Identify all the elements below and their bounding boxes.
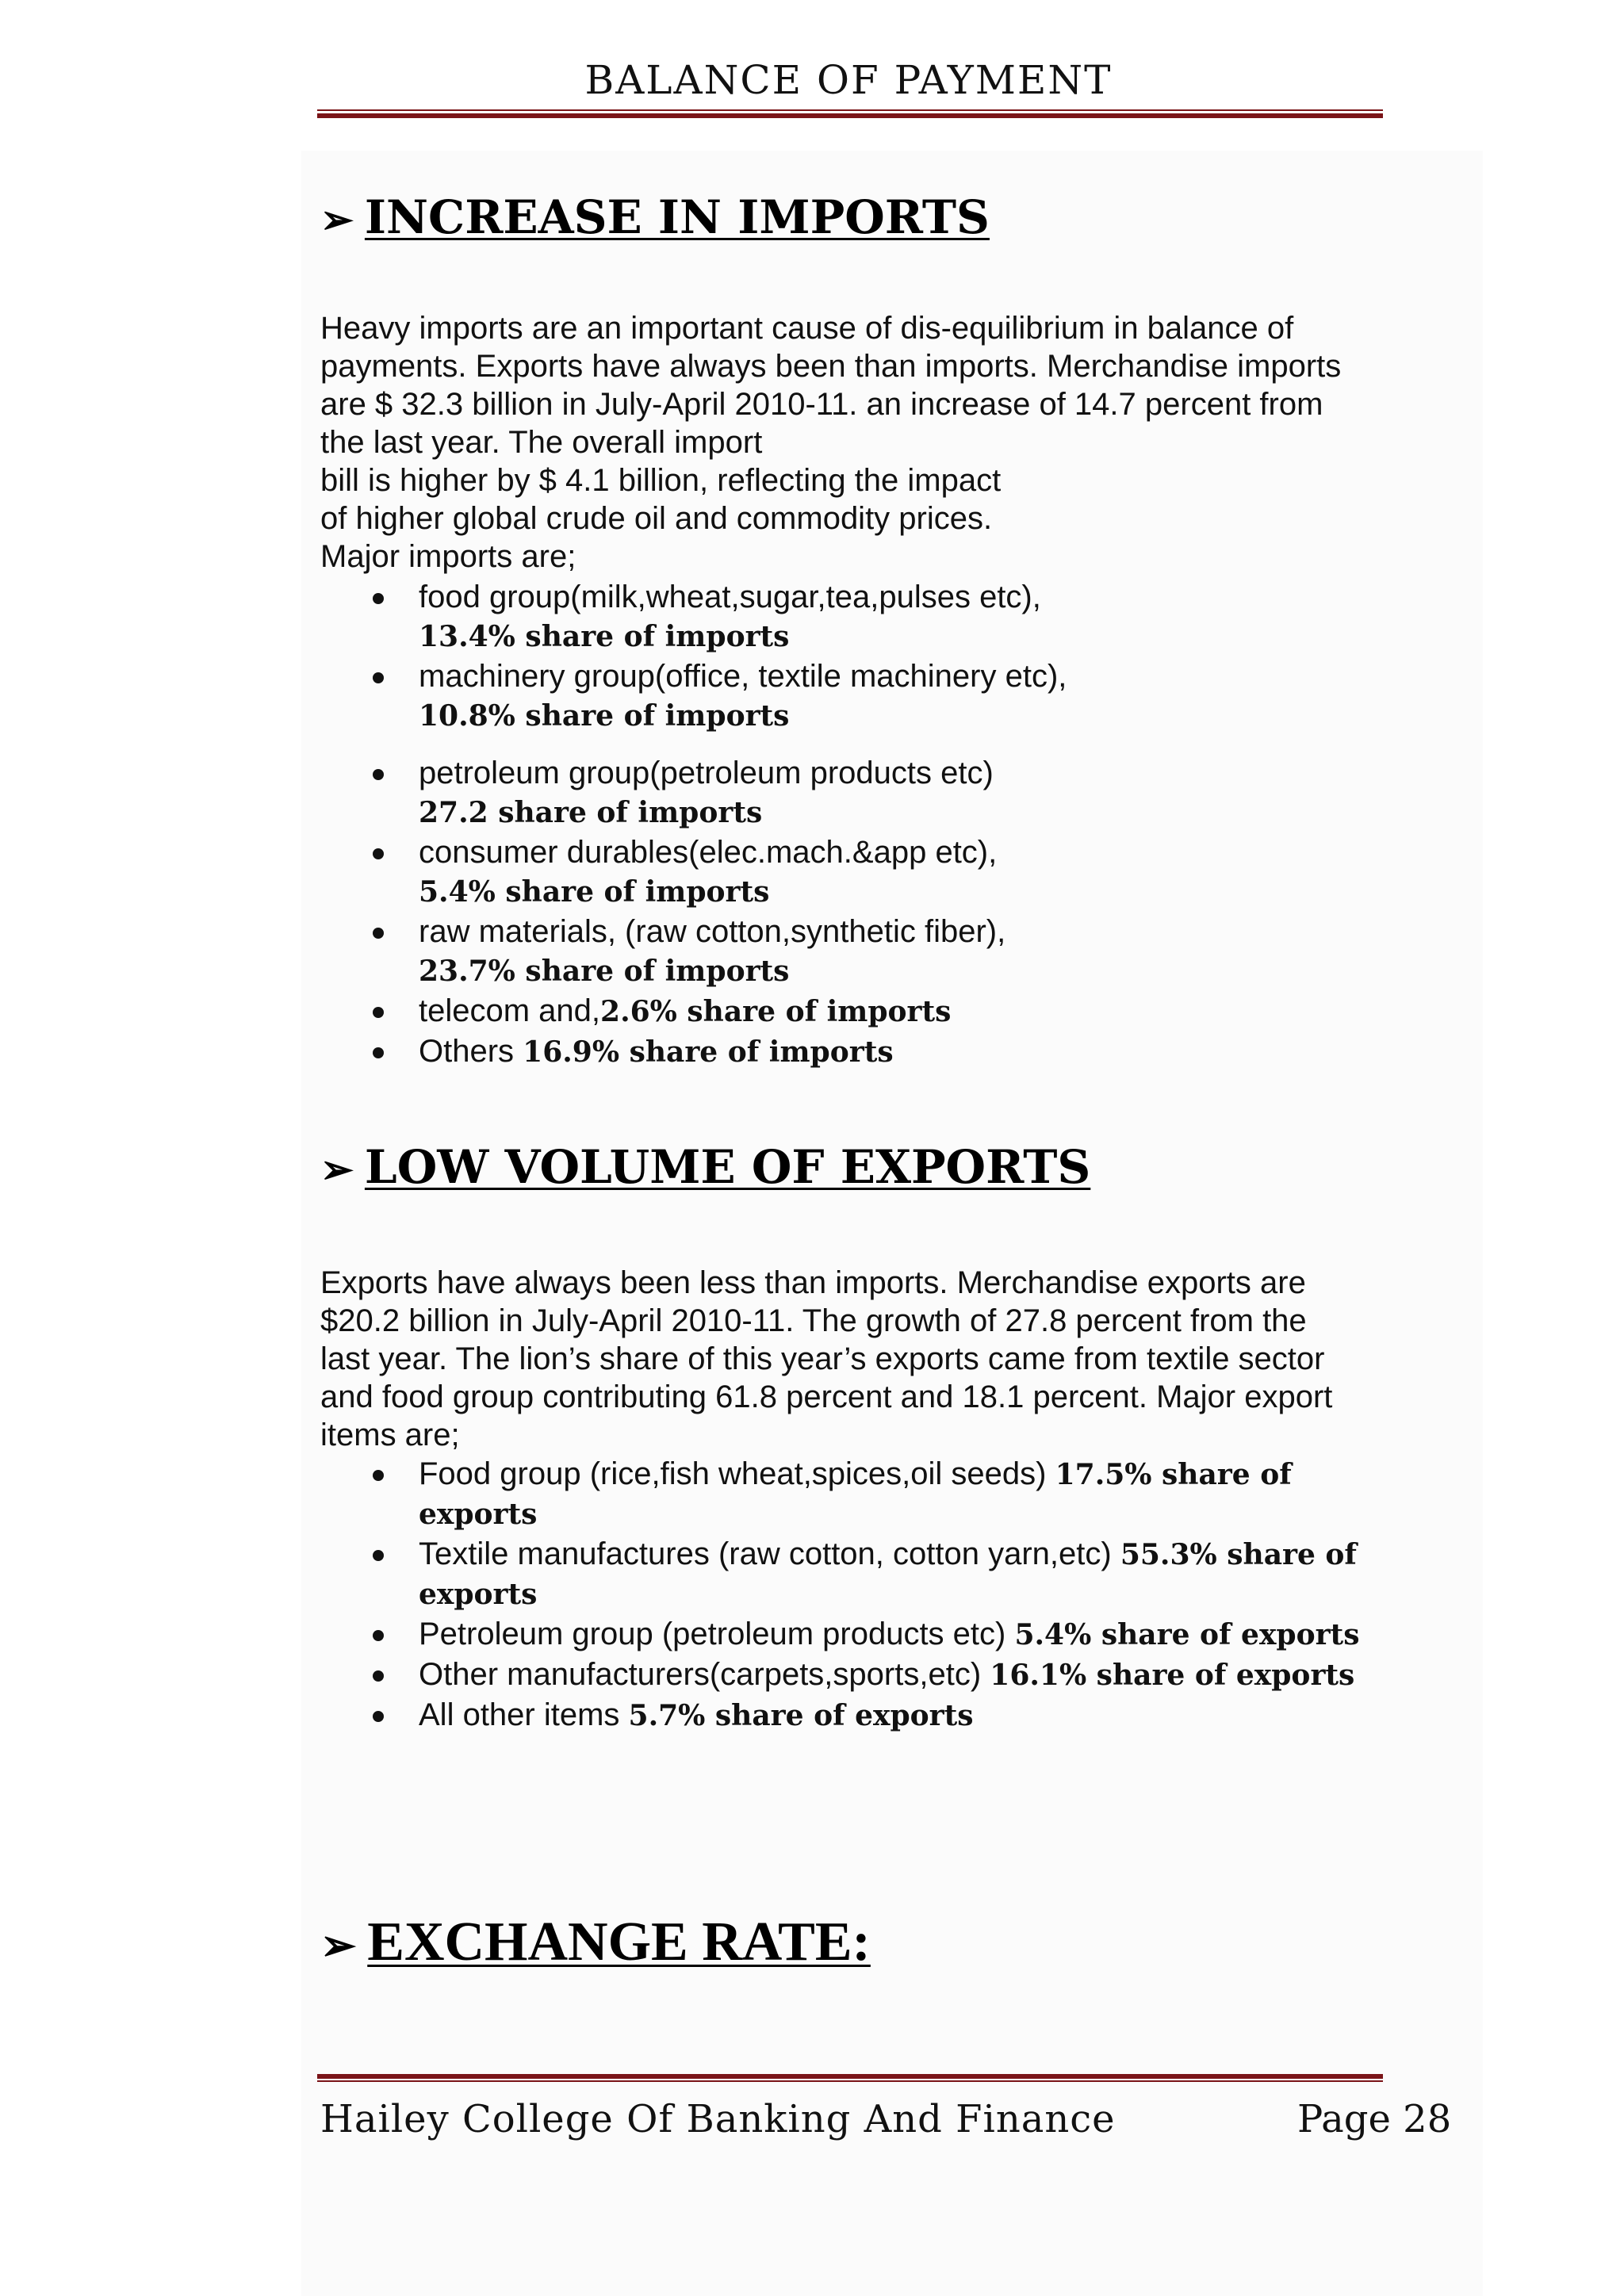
list-item: Food group (rice,fish wheat,spices,oil seeds) 17.5% share of exports [373,1454,1419,1534]
list-item: Others 16.9% share of imports [373,1031,1419,1072]
list-item: Textile manufactures (raw cotton, cotton yarn,etc) 55.3% share of exports [373,1534,1419,1614]
paragraph-line: bill is higher by $ 4.1 billion, reflecting the impact [320,463,1002,498]
list-item: raw materials, (raw cotton,synthetic fiber), 23.7% share of imports [373,912,1419,991]
arrow-bullet-icon: ➢ [320,1146,354,1192]
paragraph-line: are $ 32.3 billion in July-April 2010-11. an increase of 14.7 percent from [320,387,1323,422]
paragraph-line: Major imports are; [320,539,576,574]
list-item: food group(milk,wheat,sugar,tea,pulses etc), 13.4% share of imports [373,577,1419,656]
paragraph-line: $20.2 billion in July-April 2010-11. The growth of 27.8 percent from the [320,1303,1307,1338]
imports-heading-text: INCREASE IN IMPORTS [364,190,990,244]
paragraph-line: and food group contributing 61.8 percent and 18.1 percent. Major export [320,1380,1333,1414]
header-rule-top [317,109,1383,111]
list-item: machinery group(office, textile machinery etc), 10.8% share of imports [373,656,1419,736]
paragraph-line: Heavy imports are an important cause of dis-equilibrium in balance of [320,311,1294,346]
arrow-bullet-icon: ➢ [320,196,354,243]
footer-rule-bottom [317,2080,1383,2082]
footer-rule [317,2074,1383,2079]
paragraph-line: last year. The lion’s share of this year’s exports came from textile sector [320,1341,1325,1376]
list-item: Petroleum group (petroleum products etc) 5.4% share of exports [373,1614,1419,1655]
exchange-heading-text: EXCHANGE RATE: [367,1911,871,1973]
list-item: petroleum group(petroleum products etc) 27.2 share of imports [373,753,1419,832]
page-number: Page 28 [1297,2097,1452,2141]
header-rule [317,113,1383,118]
exports-heading [320,1140,1090,1194]
exports-list [373,1454,1419,1735]
paragraph-line: Exports have always been less than imports. Merchandise exports are [320,1265,1306,1300]
imports-heading [320,190,990,244]
list-item: Other manufacturers(carpets,sports,etc) 16.1% share of exports [373,1655,1419,1695]
footer-college: Hailey College Of Banking And Finance [320,2097,1116,2141]
exports-paragraph [320,1264,1391,1454]
arrow-bullet-icon: ➢ [320,1919,357,1970]
exports-heading-text: LOW VOLUME OF EXPORTS [364,1140,1091,1194]
header-title: BALANCE OF PAYMENT [584,57,1113,103]
list-item: telecom and,2.6% share of imports [373,991,1419,1031]
paragraph-line: items are; [320,1418,460,1452]
imports-paragraph [320,309,1391,576]
exchange-heading [320,1911,871,1974]
list-item: All other items 5.7% share of exports [373,1695,1419,1735]
paragraph-line: the last year. The overall import [320,425,763,460]
imports-list [373,577,1419,1072]
paragraph-line: of higher global crude oil and commodity prices. [320,501,993,536]
list-item: consumer durables(elec.mach.&app etc), 5.4% share of imports [373,832,1419,912]
paragraph-line: payments. Exports have always been than imports. Merchandise imports [320,349,1342,384]
